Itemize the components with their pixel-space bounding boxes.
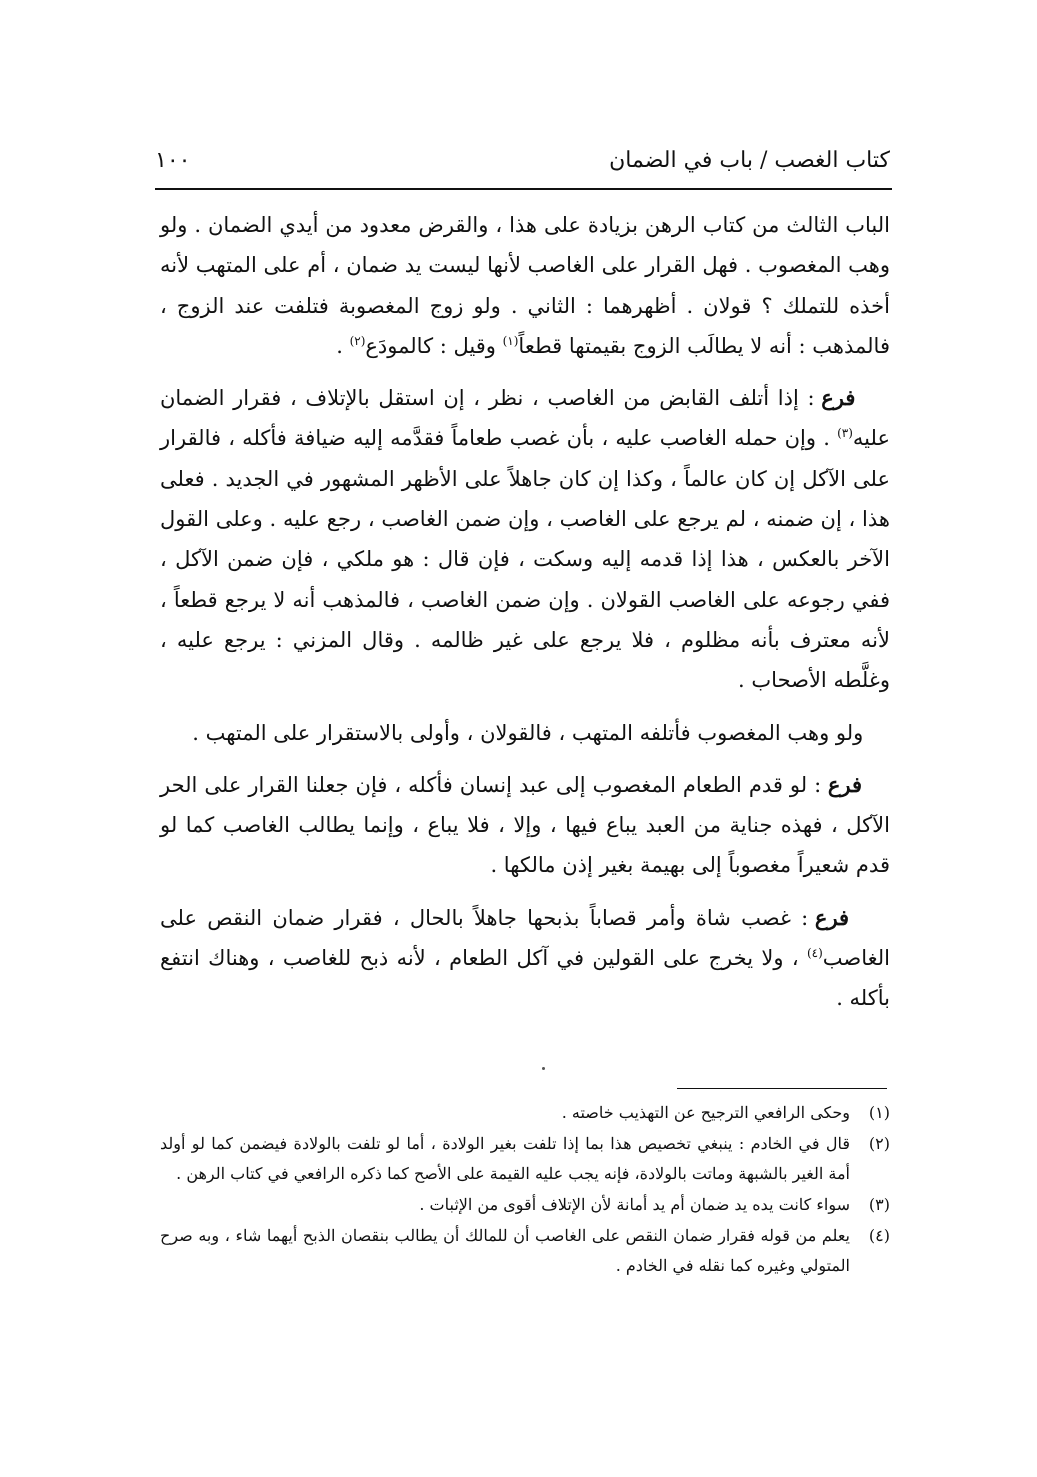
footnote-ref-1: (١) — [502, 333, 519, 348]
footnote-ref-3: (٣) — [837, 426, 853, 441]
paragraph-5-text-a: : غصب شاة وأمر قصاباً بذبحها جاهلاً بالحال ، فقرار ضمان النقص على الغاصب — [160, 905, 890, 971]
far-label: فرع — [814, 904, 850, 930]
far-label: فرع — [821, 385, 856, 411]
header-divider — [155, 188, 892, 190]
paragraph-3 — [160, 713, 890, 753]
paragraph-1-end: . — [336, 333, 350, 358]
paragraph-1-mid: وقيل : كالمودَع — [365, 333, 503, 358]
footnote-divider — [677, 1088, 887, 1089]
footnote-number: (٤) — [868, 1226, 890, 1245]
footnote-text: وحكى الرافعي الترجيح عن التهذيب خاصته . — [561, 1103, 850, 1122]
paragraph-2-text-b: . وإن حمله الغاصب عليه ، بأن غصب طعاماً فقدَّمه إليه ضيافة فأكله ، فالقرار على الآكل إن كان عالماً ، وكذا إن كان جاهلاً على الأظهر المشهور في الجديد . فعلى هذا ، إن ضمنه ، لم يرجع على الغاصب ، وإن ضمن الغاصب ، رجع عليه . وعلى القول الآخر بالعكس ، هذا إذا قدمه إليه وسكت ، فإن قال : هو ملكي ، فإن ضمن الآكل ، ففي رجوعه على الغاصب القولان . وإن ضمن الغاصب ، فالمذهب أنه لا يرجع قطعاً ، لأنه معترف بأنه مظلوم ، فلا يرجع على غير ظالمه . وقال المزني : يرجع عليه ، وغلَّطه الأصحاب . — [160, 426, 890, 693]
footnote-ref-4: (٤) — [806, 946, 823, 961]
print-speck — [542, 1067, 545, 1070]
paragraph-4 — [160, 765, 890, 886]
paragraph-5 — [160, 898, 890, 1019]
footnote-4 — [160, 1221, 890, 1281]
chapter-title: كتاب الغصب / باب في الضمان — [609, 148, 890, 173]
paragraph-2-text-a: : إذا أتلف القابض من الغاصب ، نظر ، إن استقل بالإتلاف ، فقرار الضمان عليه — [160, 386, 890, 451]
paragraph-2 — [160, 378, 890, 700]
footnote-number: (١) — [868, 1103, 890, 1122]
footnote-number: (٣) — [868, 1195, 890, 1214]
paragraph-1-text: الباب الثالث من كتاب الرهن بزيادة على هذا ، والقرض معدود من أيدي الضمان . ولو وهب المغصوب . فهل القرار على الغاصب لأنها ليست يد ضمان ، أم على المتهب لأنه أخذه للتملك ؟ قولان . أظهرهما : الثاني . ولو زوج المغصوبة فتلفت عند الزوج ، فالمذهب : أنه لا يطالَب الزوج بقيمتها قطعاً — [160, 213, 890, 358]
paragraph-5-text-b: ، ولا يخرج على القولين في آكل الطعام ، لأنه ذبح للغاصب ، وهناك انتفع بأكله . — [160, 946, 890, 1011]
paragraph-1 — [160, 205, 890, 366]
far-label: فرع — [827, 771, 863, 797]
page-number: ١٠٠ — [155, 148, 191, 173]
footnote-ref-2: (٢) — [349, 333, 366, 348]
footnote-3 — [160, 1190, 890, 1220]
footnote-2 — [160, 1129, 890, 1189]
paragraph-4-text: : لو قدم الطعام المغصوب إلى عبد إنسان فأكله ، فإن جعلنا القرار على الحر الآكل ، فهذه جناية من العبد يباع فيها ، وإلا ، فلا يباع ، وإنما يطالب الغاصب كما لو قدم شعيراً مغصوباً إلى بهيمة بغير إذن مالكها . — [160, 772, 890, 878]
main-text — [160, 205, 890, 1031]
footnotes — [160, 1098, 890, 1282]
footnote-number: (٢) — [868, 1134, 890, 1153]
running-header — [155, 140, 890, 190]
footnote-text: قال في الخادم : ينبغي تخصيص هذا بما إذا تلفت بغير الولادة ، أما لو تلفت بالولادة فيضمن كما لو أولد أمة الغير بالشبهة وماتت بالولادة، فإنه يجب عليه القيمة على الأصح كما ذكره الرافعي في كتاب الرهن . — [160, 1134, 850, 1183]
footnote-text: سواء كانت يده يد ضمان أم يد أمانة لأن الإتلاف أقوى من الإثبات . — [419, 1195, 850, 1214]
footnote-1 — [160, 1098, 890, 1128]
paragraph-3-text: ولو وهب المغصوب فأتلفه المتهب ، فالقولان ، وأولى بالاستقرار على المتهب . — [192, 720, 864, 745]
footnote-text: يعلم من قوله فقرار ضمان النقص على الغاصب أن للمالك أن يطالب بنقصان الذبح أيهما شاء ، وبه صرح المتولي وغيره كما نقله في الخادم . — [160, 1226, 850, 1275]
